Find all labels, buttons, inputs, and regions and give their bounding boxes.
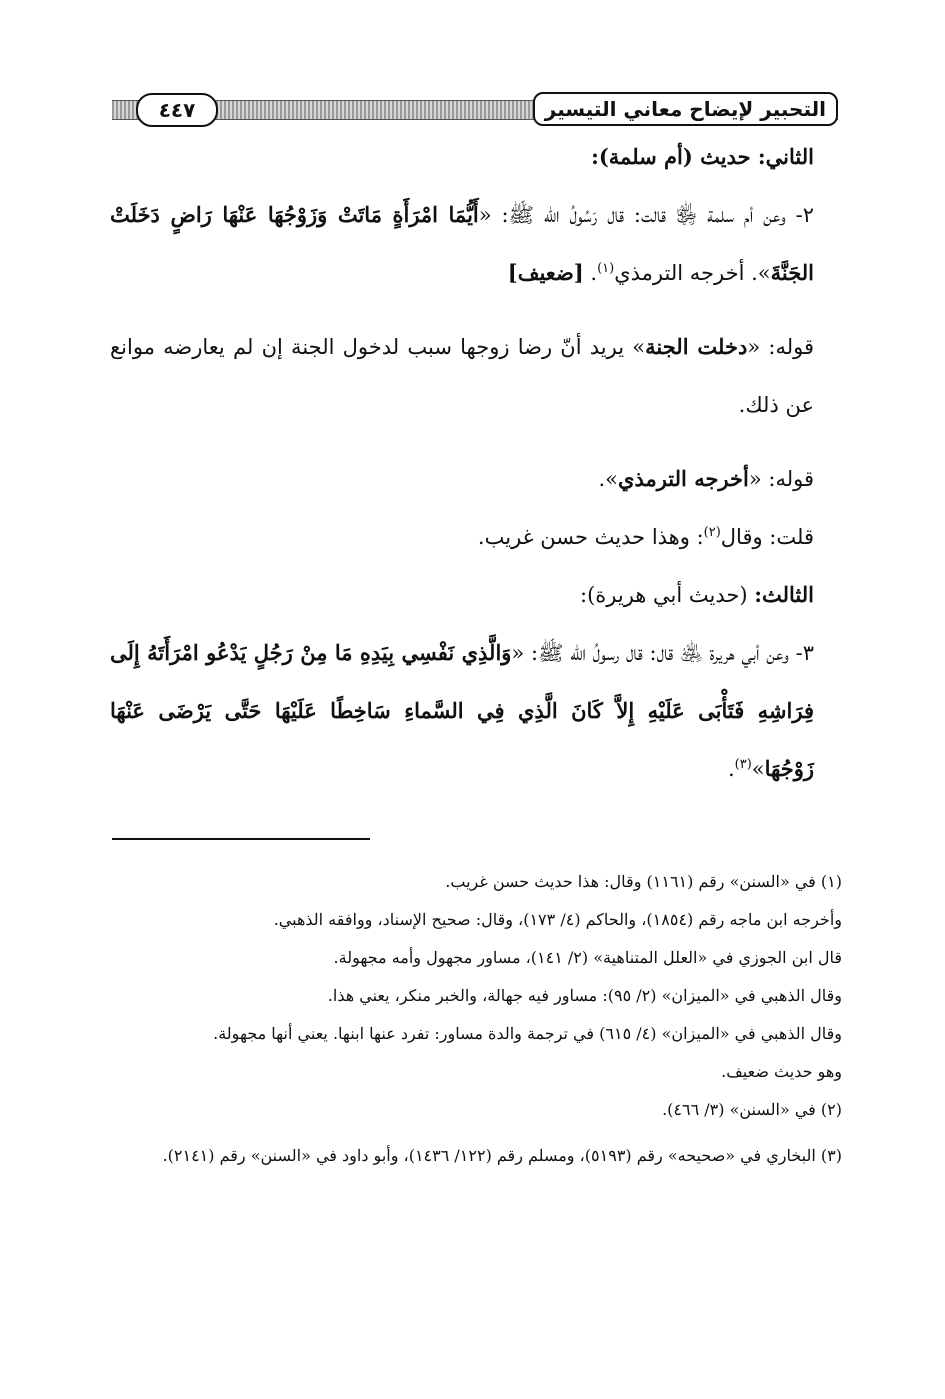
section-heading-second: الثاني: حديث (أم سلمة): [591,144,814,169]
commentary-paragraph-1 [110,318,842,434]
hadith-3-end: . [727,757,735,781]
footnote-ref-1[interactable]: (١) [597,261,615,276]
hadith-paragraph-2 [110,186,842,302]
commentary-1-lead: قوله: « [747,335,814,359]
main-text [110,140,842,798]
footnote-ref-3[interactable]: (٣) [734,757,752,772]
hadith-3-intro: ٣- وعن أبي هريرة ﵁ قال: قال رسولُ الله ﷺ: « [511,641,814,665]
hadith-2-end: . [583,261,598,285]
hadith-2-outro: ». أخرجه الترمذي [614,261,771,285]
commentary-1-quote: دخلت الجنة [645,334,748,359]
footnote-line: قال ابن الجوزي في «العلل المتناهية» (٢/ ١٤١)، مساور مجهول وأمه مجهولة. [333,948,842,967]
commentary-3-rest: : وهذا حديث حسن غريب. [477,525,704,549]
footnote-line: (٣) البخاري في «صحيحه» رقم (٥١٩٣)، ومسلم رقم (١٢٢/ ١٤٣٦)، وأبو داود في «السنن» رقم (٢١٤١). [162,1146,842,1165]
page-number: ٤٤٧ [136,93,218,127]
hadith-2-intro: ٢- وعن أم سلمة ﵂ قالت: قال رَسُولُ الله ﷺ: « [478,203,815,227]
section-heading-third [110,566,842,624]
footnote-line: وقال الذهبي في «الميزان» (٢/ ٩٥): مساور فيه جهالة، والخبر منكر، يعني هذا. [327,986,842,1005]
hadith-2-grade: [ضعيف] [507,260,584,285]
commentary-2-end: ». [598,467,619,491]
hadith-3-close: » [751,757,765,781]
footnote-line: (١) في «السنن» رقم (١١٦١) وقال: هذا حديث حسن غريب. [445,872,842,891]
section-third-rest: (حديث أبي هريرة): [580,583,755,607]
hadith-2-text: أَيُّمَا امْرَأَةٍ مَاتَتْ وَزَوْجُهَا عَنْهَا رَاضٍ دَخَلَتْ الجَنَّةَ [110,202,814,285]
footnote-line: وقال الذهبي في «الميزان» (٤/ ٦١٥) في ترجمة والدة مساور: تفرد عنها ابنها. يعني أنها مجهولة. [213,1024,842,1043]
commentary-2-lead: قوله: « [748,467,814,491]
footnote-ref-2[interactable]: (٢) [703,525,721,540]
hadith-paragraph-3 [110,624,842,798]
book-title: التحبير لإيضاح معاني التيسير [533,92,838,126]
commentary-1-rest: » يريد أنّ رضا زوجها سبب لدخول الجنة إن لم يعارضه موانع عن ذلك. [110,335,814,417]
commentary-paragraph-3 [110,508,842,566]
footnotes [110,868,842,1188]
footnote-line: (٢) في «السنن» (٣/ ٤٦٦). [662,1100,842,1119]
hadith-3-text: وَالَّذِي نَفْسِي بِيَدِهِ مَا مِنْ رَجُلٍ يَدْعُو امْرَأَتَهُ إِلَى فِرَاشِهِ فَتَأْبَى عَلَيْهِ إِلاَّ كَانَ الَّذِي فِي السَّماءِ سَاخِطًا عَلَيْهَا حَتَّى يَرْضَى عَنْهَا زَوْجُهَا [110,640,814,781]
commentary-3-lead: قلت: وقال [720,525,814,549]
footnote-line: وأخرجه ابن ماجه رقم (١٨٥٤)، والحاكم (٤/ ١٧٣)، وقال: صحيح الإسناد، ووافقه الذهبي. [273,910,842,929]
footnote-line: وهو حديث ضعيف. [721,1062,842,1081]
section-third-label: الثالث: [754,582,814,607]
commentary-paragraph-2 [110,450,842,508]
footnote-separator [112,838,370,840]
commentary-2-quote: أخرجه الترمذي [618,466,749,491]
running-header [112,92,838,136]
